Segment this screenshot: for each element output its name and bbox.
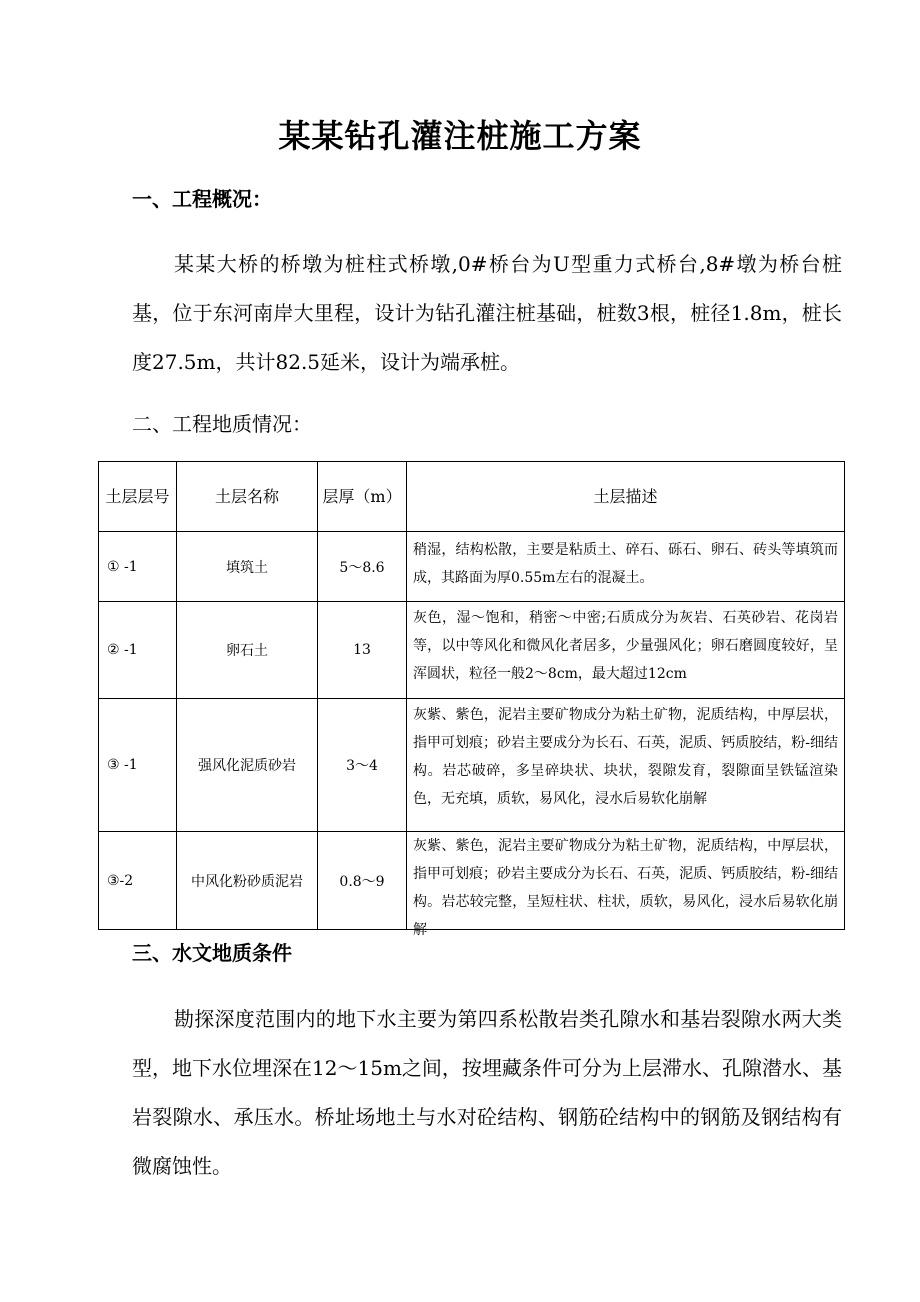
table-row — [99, 832, 845, 930]
table-row — [99, 699, 845, 832]
table-header-row — [99, 462, 845, 532]
cell-description — [407, 532, 845, 602]
document-title: 某某钻孔灌注桩施工方案 — [278, 117, 642, 155]
table-row — [99, 602, 845, 699]
cell-layer-name: 卵石土 — [177, 602, 318, 699]
header-layer-name: 土层名称 — [177, 462, 318, 532]
cell-thickness: 13 — [318, 602, 407, 699]
cell-description-text: 稍湿，结构松散，主要是粘质土、碎石、砾石、卵石、砖头等填筑而成，其路面为厚0.55m左右的混凝土。 — [413, 542, 838, 586]
header-layer-no: 土层层号 — [99, 462, 177, 532]
cell-thickness: 3～4 — [318, 699, 407, 832]
cell-description — [407, 832, 845, 938]
cell-description — [407, 602, 845, 699]
section-heading-overview: 一、工程概况： — [132, 187, 272, 211]
cell-layer-no: ③ -1 — [99, 699, 177, 832]
cell-layer-name: 填筑土 — [177, 532, 318, 602]
overview-paragraph: 某某大桥的桥墩为桩柱式桥墩,0#桥台为U型重力式桥台,8#墩为桥台桩基，位于东河南岸大里程，设计为钻孔灌注桩基础，桩数3根，桩径1.8m，桩长度27.5m，共计82.5延米，设计为端承桩。 — [132, 252, 842, 374]
cell-layer-name: 强风化泥质砂岩 — [177, 699, 318, 832]
section-heading-geology: 二、工程地质情况： — [132, 412, 312, 436]
cell-description-text: 灰紫、紫色，泥岩主要矿物成分为粘土矿物，泥质结构，中厚层状，指甲可划痕；砂岩主要成分为长石、石英，泥质、钙质胶结，粉-细结构。岩芯破碎，多呈碎块状、块状，裂隙发育，裂隙面呈铁锰渲染色，无充填，质软，易风化，浸水后易软化崩解 — [413, 707, 838, 807]
soil-layer-table — [98, 461, 845, 938]
cell-description-text: 灰紫、紫色，泥岩主要矿物成分为粘土矿物，泥质结构，中厚层状，指甲可划痕；砂岩主要成分为长石、石英，泥质、钙质胶结，粉-细结构。岩芯较完整，呈短柱状、柱状，质软，易风化，浸水后易软化崩解 — [413, 838, 838, 938]
cell-layer-no: ③-2 — [99, 832, 177, 930]
cell-layer-no: ① -1 — [99, 532, 177, 602]
hydrogeology-paragraph: 勘探深度范围内的地下水主要为第四系松散岩类孔隙水和基岩裂隙水两大类型，地下水位埋深在12～15m之间，按埋藏条件可分为上层滞水、孔隙潜水、基岩裂隙水、承压水。桥址场地土与水对砼结构、钢筋砼结构中的钢筋及钢结构有微腐蚀性。 — [132, 1007, 842, 1178]
header-thickness: 层厚（m） — [318, 462, 407, 532]
cell-description-text: 灰色，湿～饱和，稍密～中密;石质成分为灰岩、石英砂岩、花岗岩等，以中等风化和微风化者居多，少量强风化；卵石磨圆度较好，呈浑圆状，粒径一般2～8cm，最大超过12cm — [413, 610, 838, 682]
cell-thickness: 5～8.6 — [318, 532, 407, 602]
cell-description — [407, 699, 845, 832]
cell-layer-no: ② -1 — [99, 602, 177, 699]
cell-thickness: 0.8～9 — [318, 832, 407, 930]
section-heading-hydrogeology: 三、水文地质条件 — [132, 941, 292, 965]
cell-layer-name: 中风化粉砂质泥岩 — [177, 832, 318, 930]
header-description: 土层描述 — [407, 462, 845, 532]
table-row — [99, 532, 845, 602]
